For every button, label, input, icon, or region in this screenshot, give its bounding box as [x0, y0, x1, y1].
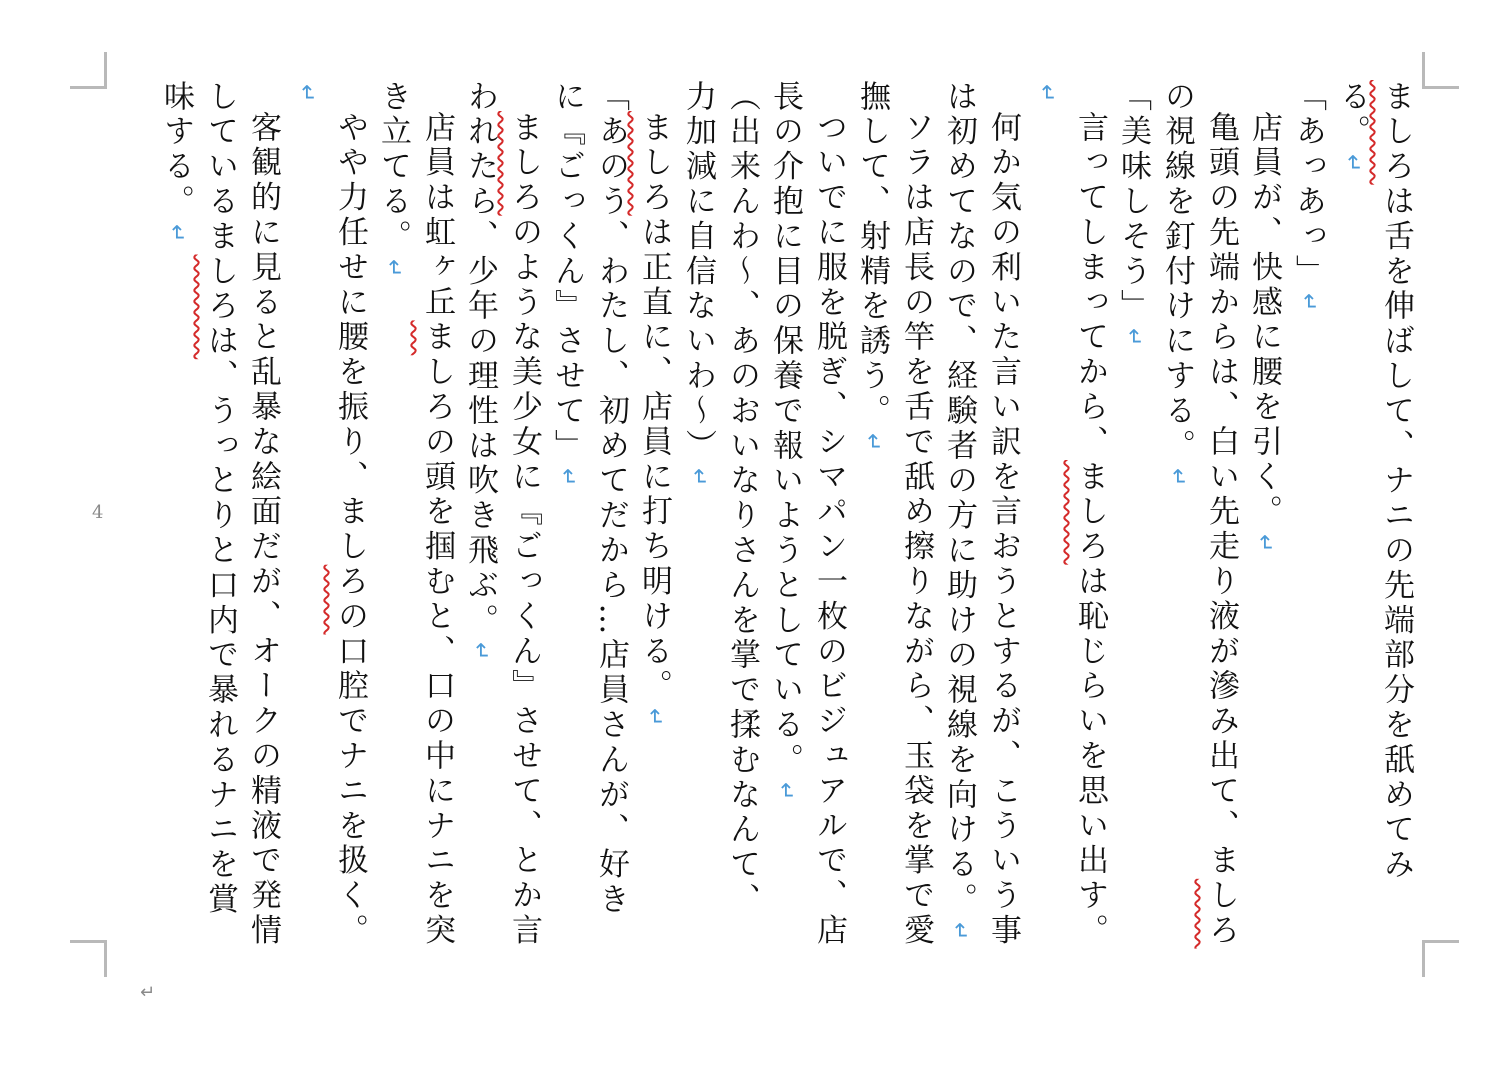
paragraph — [1024, 80, 1111, 952]
crop-mark-bottom-left — [70, 940, 107, 977]
text-run: 「あっあっ」 — [1290, 80, 1326, 290]
text-run: 店員は虹ヶ丘 — [419, 111, 455, 321]
paragraph-mark-icon: ↵ — [1121, 328, 1146, 351]
text-run: （出来んわ～、あのおいなりさんを掌で揉むなんて、力加減に自信ないわ～） — [680, 80, 760, 918]
paragraph — [458, 80, 545, 952]
text-run: 店員が、快感に腰を引く。 — [1246, 111, 1282, 530]
paragraph — [937, 80, 1024, 952]
misspelled-word: ましろ — [636, 111, 672, 216]
text-run: の視線を釘付けにする。 — [1159, 80, 1195, 464]
paragraph-mark-icon: ↵ — [1165, 467, 1190, 491]
paragraph — [763, 80, 850, 952]
text-run: は恥じらいを思い出す。 — [1072, 564, 1108, 949]
text-run: 客観的に見ると乱暴な絵面だが、オークの精液で発情しているま — [202, 80, 281, 949]
text-run: は正直に、店員に打ち明ける。 — [636, 215, 672, 705]
misspelled-word: ましろ — [1072, 460, 1108, 565]
text-run: やや力任せに腰を振り、まし — [332, 111, 368, 565]
paragraph-mark-icon: ↵ — [947, 921, 972, 944]
text-run: 亀頭の先端からは、白い先走り液が滲み出て、ま — [1203, 111, 1239, 879]
paragraph-mark-icon: ↵ — [294, 84, 319, 107]
crop-mark-top-left — [70, 52, 107, 89]
end-of-document-mark: ↵ — [140, 982, 156, 1003]
crop-mark-bottom-right — [1422, 940, 1459, 977]
paragraph-mark-icon: ↵ — [860, 433, 885, 456]
paragraph-mark-icon: ↵ — [468, 642, 493, 665]
paragraph-mark-icon: ↵ — [686, 467, 711, 491]
text-run: 言ってしまってから、 — [1072, 111, 1108, 460]
misspelled-word: ろの — [332, 564, 368, 635]
misspelled-word: しろ — [1203, 878, 1239, 949]
paragraph — [154, 80, 284, 952]
text-run: ついでに服を脱ぎ、シマパン一枚のビジュアルで、店長の介抱に目の保養で報いようとしている。 — [767, 80, 847, 949]
paragraph — [371, 80, 458, 952]
paragraph-mark-icon: ↵ — [1296, 293, 1321, 316]
vertical-text-body[interactable] — [112, 80, 1417, 952]
paragraph-mark-icon: ↵ — [555, 467, 580, 491]
text-run: は舌を伸ばして、ナニの先端部分を舐めてみる。 — [1334, 80, 1414, 883]
misspelled-word: しろは — [202, 254, 238, 360]
misspelled-word: ましろ — [506, 111, 542, 216]
text-run: ソラは店長の竿を舌で舐め擦りながら、玉袋を掌で愛撫して、射精を誘う。 — [854, 80, 934, 949]
paragraph — [1286, 80, 1330, 952]
paragraph-mark-icon: ↵ — [164, 223, 189, 246]
paragraph — [1111, 80, 1155, 952]
paragraph — [1242, 80, 1286, 952]
paragraph — [676, 80, 763, 952]
paragraph-mark-icon: ↵ — [642, 708, 667, 731]
text-run: しろの頭を掴むと、口の中にナニを突き立てる。 — [375, 80, 455, 949]
text-run: 何か気の利いた言い訳を言おうとするが、こういう事は初めてなので、経験者の方に助けの視線を向ける。 — [941, 80, 1021, 949]
paragraph — [284, 80, 371, 952]
paragraph — [632, 80, 676, 952]
text-run: のような美少女に『ごっくん』させて、とか言われたら、少年の理性は吹き飛ぶ。 — [462, 80, 542, 949]
page-number: 4 — [92, 502, 104, 523]
paragraph-mark-icon: ↵ — [1340, 153, 1365, 177]
text-run: 口腔でナニを扱く。 — [332, 634, 368, 949]
paragraph-mark-icon: ↵ — [381, 258, 406, 281]
paragraph — [850, 80, 937, 952]
text-run: 「あのう、わたし、初めてだから…店員さんが、好きに『ごっくん』させて」 — [549, 80, 629, 918]
paragraph-mark-icon: ↵ — [1034, 84, 1059, 107]
paragraph-mark-icon: ↵ — [773, 782, 798, 805]
paragraph-mark-icon: ↵ — [1252, 533, 1277, 557]
text-run: 、うっとりと口内で暴れるナニを賞味する。 — [158, 80, 238, 918]
paragraph — [1330, 80, 1417, 952]
misspelled-word: ましろ — [1378, 80, 1414, 185]
misspelled-word: ま — [419, 320, 455, 356]
text-run: 「美味しそう」 — [1115, 80, 1151, 325]
paragraph — [1155, 80, 1242, 952]
paragraph — [545, 80, 632, 952]
crop-mark-top-right — [1422, 52, 1459, 89]
